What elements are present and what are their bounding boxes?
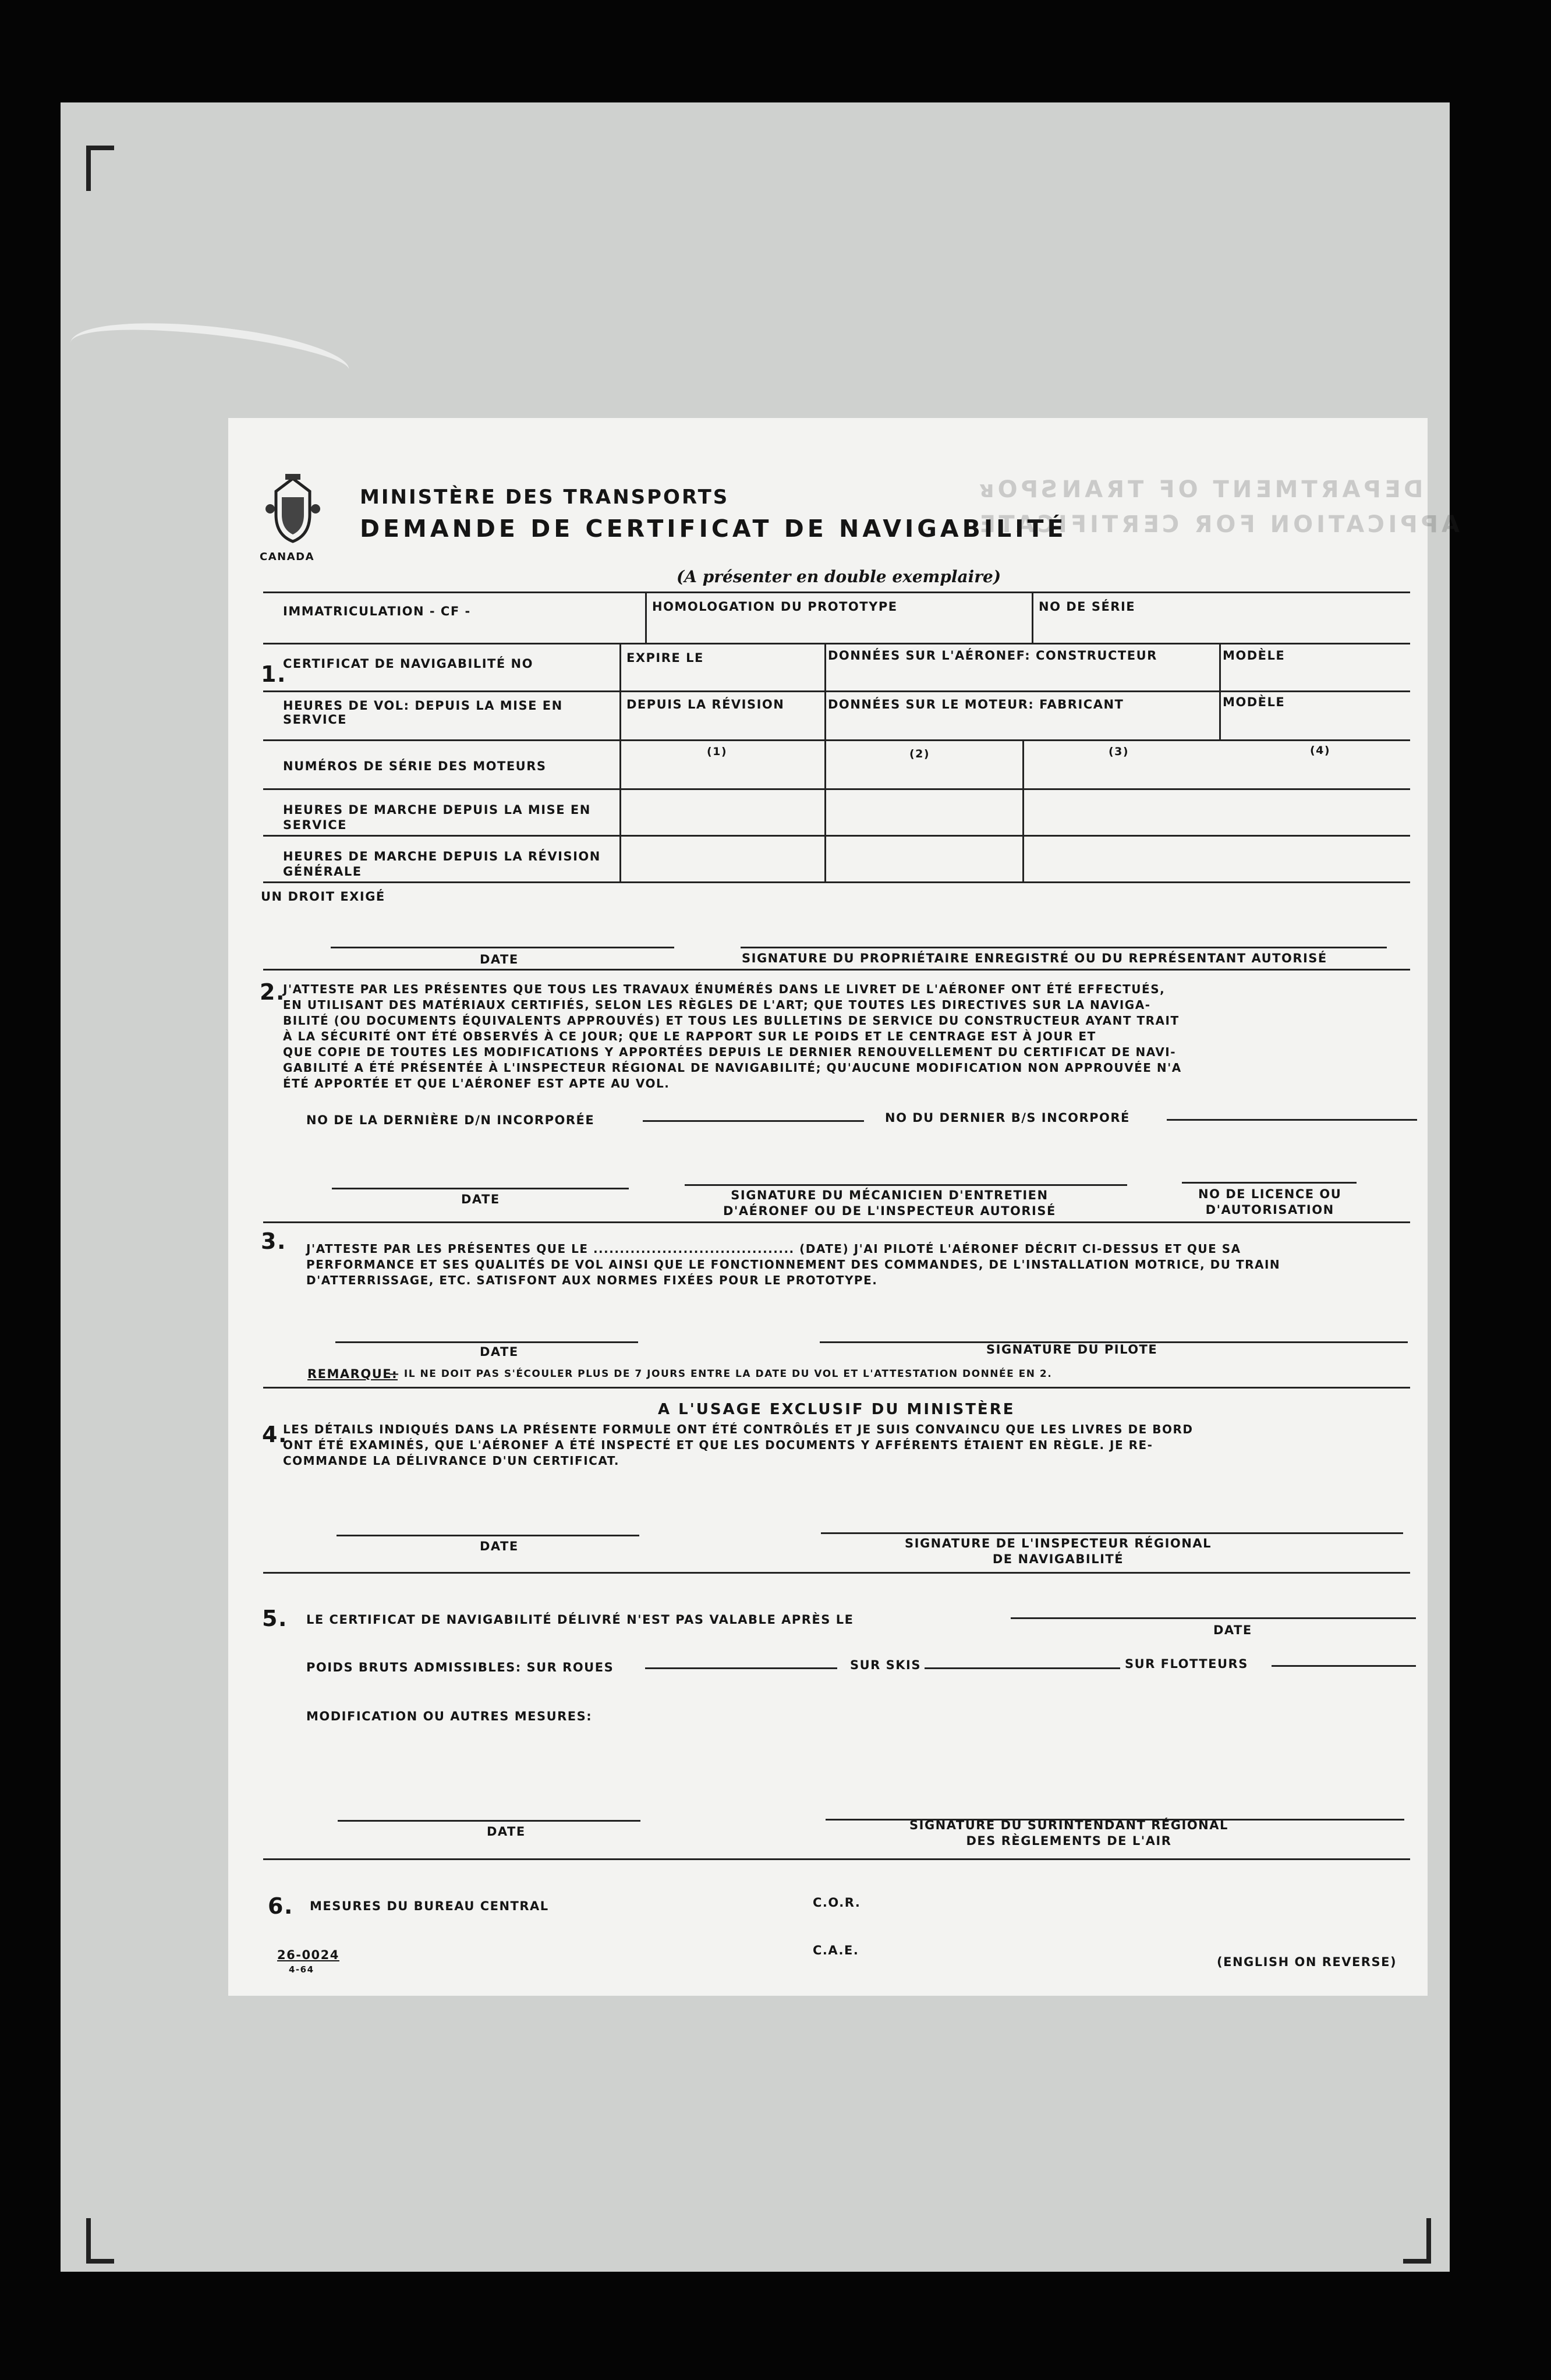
crop-mark-bottom-left (86, 2218, 114, 2264)
weights-label: POIDS BRUTS ADMISSIBLES: SUR ROUES (306, 1660, 614, 1674)
registration-label: IMMATRICULATION - CF - (283, 604, 471, 618)
remark-text: — IL NE DOIT PAS S'ÉCOULER PLUS DE 7 JOURS ENTRE LA DATE DU VOL ET L'ATTESTATION DONNÉE EN 2. (389, 1368, 1053, 1380)
floats-weight-field[interactable] (1272, 1665, 1416, 1667)
fee-label: UN DROIT EXIGÉ (261, 890, 385, 904)
ministry-use-heading: A L'USAGE EXCLUSIF DU MINISTÈRE (658, 1401, 1015, 1418)
country-label: CANADA (260, 551, 315, 563)
date-label-3: DATE (480, 1345, 519, 1359)
crop-mark-bottom-right (1403, 2218, 1431, 2264)
mechanic-signature-label: SIGNATURE DU MÉCANICIEN D'ENTRETIEN D'AÉRONEF OU DE L'INSPECTEUR AUTORISÉ (723, 1188, 1056, 1218)
skis-weight-field[interactable] (925, 1667, 1120, 1669)
last-bs-label: NO DU DERNIER B/S INCORPORÉ (885, 1111, 1130, 1125)
section-rule (263, 1387, 1410, 1389)
aircraft-data-label: DONNÉES SUR L'AÉRONEF: CONSTRUCTEUR (828, 649, 1157, 663)
last-dn-field[interactable] (643, 1120, 864, 1122)
cert-no-label: CERTIFICAT DE NAVIGABILITÉ NO (283, 657, 533, 671)
section-2-attestation: J'ATTESTE PAR LES PRÉSENTES QUE TOUS LES TRAVAUX ÉNUMÉRÉS DANS LE LIVRET DE L'AÉRONEF ONT ÉTÉ EFFECTUÉS, EN UTILISANT DES MATÉRIAUX CERTIFIÉS, SELON LES RÈGLES DE L'ART; QUE TOUTES LES DIRECTIVES SUR LA NAVIGA- BILITÉ (OU DOCUMENTS ÉQUIVALENTS APPROUVÉS) ET TOUS LES BULLETINS DE SERVICE DU CONSTRUCTEUR AYANT TRAIT À LA SÉCURITÉ ONT ÉTÉ OBSERVÉS À CE JOUR; QUE LE RAPPORT SUR LE POIDS ET LE CENTRAGE EST À JOUR ET QUE COPIE DE TOUTES LES MODIFICATIONS Y APPORTÉES DEPUIS LE DERNIER RENOUVELLEMENT DU CERTIFICAT DE NAVI- GABILITÉ A ÉTÉ PRÉSENTÉE À L'INSPECTEUR RÉGIONAL DE NAVIGABILITÉ; QU'AUCUNE MODIFICATION NON APPROUVÉE N'A ÉTÉ APPORTÉE ET QUE L'AÉRONEF EST APTE AU VOL. (283, 982, 1182, 1090)
bleed-through-text: ᴚΟꟼƧИAЯT ꟻO TИƎMTЯAꟼƎᗡ (979, 476, 1427, 503)
date-line-3[interactable] (335, 1341, 638, 1343)
inspector-signature-label: SIGNATURE DE L'INSPECTEUR RÉGIONAL DE NAVIGABILITÉ (905, 1536, 1212, 1566)
table-rule (645, 592, 647, 643)
section-2-number: 2. (260, 979, 285, 1005)
table-rule (263, 835, 1410, 837)
table-rule (1032, 592, 1033, 643)
form-subtitle: (A présenter en double exemplaire) (677, 567, 1001, 586)
owner-signature-line[interactable] (741, 947, 1387, 948)
wheels-weight-field[interactable] (645, 1667, 837, 1669)
table-rule (263, 881, 1410, 883)
validity-label: LE CERTIFICAT DE NAVIGABILITÉ DÉLIVRÉ N'EST PAS VALABLE APRÈS LE (306, 1613, 854, 1627)
table-rule (263, 592, 1410, 593)
last-dn-label: NO DE LA DERNIÈRE D/N INCORPORÉE (306, 1113, 595, 1127)
since-overhaul-label: DEPUIS LA RÉVISION (626, 697, 785, 711)
cae-label: C.A.E. (813, 1943, 859, 1957)
form-sheet (228, 418, 1463, 1996)
canada-crest-icon (264, 474, 321, 544)
run-hours-overhaul-label: HEURES DE MARCHE DEPUIS LA RÉVISION GÉNÉRALE (283, 849, 601, 879)
form-number: 26-0024 (277, 1948, 339, 1962)
ministry-title: MINISTÈRE DES TRANSPORTS (360, 486, 730, 509)
head-office-label: MESURES DU BUREAU CENTRAL (310, 1899, 549, 1913)
model-label-1: MODÈLE (1223, 649, 1286, 663)
table-rule (263, 788, 1410, 790)
date-line-4[interactable] (337, 1535, 639, 1536)
table-rule (263, 739, 1410, 741)
owner-signature-label: SIGNATURE DU PROPRIÉTAIRE ENREGISTRÉ OU DU REPRÉSENTANT AUTORISÉ (742, 951, 1327, 965)
last-bs-field[interactable] (1167, 1119, 1417, 1121)
form-title: DEMANDE DE CERTIFICAT DE NAVIGABILITÉ (360, 515, 1067, 543)
section-3-number: 3. (261, 1228, 286, 1254)
modification-label: MODIFICATION OU AUTRES MESURES: (306, 1709, 593, 1723)
serial-no-label: NO DE SÉRIE (1039, 600, 1136, 614)
date-label-5: DATE (487, 1825, 526, 1839)
table-rule (1022, 739, 1024, 883)
run-hours-service-label: HEURES DE MARCHE DEPUIS LA MISE EN SERVICE (283, 803, 591, 832)
licence-line[interactable] (1182, 1182, 1357, 1184)
engine-data-label: DONNÉES SUR LE MOTEUR: FABRICANT (828, 697, 1124, 711)
table-rule (263, 643, 1410, 644)
table-rule (619, 643, 621, 883)
validity-date-field[interactable] (1011, 1617, 1416, 1619)
mechanic-signature-line[interactable] (685, 1184, 1127, 1186)
section-3-attestation: J'ATTESTE PAR LES PRÉSENTES QUE LE ...................................... (DATE) J'AI PILOTÉ L'AÉRONEF DÉCRIT CI-DESSUS ET QUE SA PERFORMANCE ET SES QUALITÉS DE VOL AINSI QUE LE FONCTIONNEMENT DES COMMANDES, DE L'INSTALLATION MOTRICE, DU TRAIN D'ATTERRISSAGE, ETC. SATISFONT AUX NORMES FIXÉES POUR LE PROTOTYPE. (306, 1242, 1281, 1287)
form-edition: 4-64 (289, 1964, 314, 1975)
date-label-4: DATE (480, 1539, 519, 1553)
engine-col-2: (2) (909, 748, 930, 760)
bleed-through-text: ƎTAƆIꟻITЯƎƆ ЯOꟻ ИOITAƆIꟼꟼA (979, 511, 1463, 538)
section-4-number: 4. (262, 1422, 288, 1447)
table-rule (263, 690, 1410, 692)
floats-label: SUR FLOTTEURS (1125, 1657, 1248, 1671)
section-rule (263, 1858, 1410, 1860)
type-approval-label: HOMOLOGATION DU PROTOTYPE (652, 600, 898, 614)
inspector-signature-line[interactable] (821, 1532, 1403, 1534)
date-line-1[interactable] (331, 947, 674, 948)
pilot-signature-label: SIGNATURE DU PILOTE (986, 1343, 1158, 1357)
cor-label: C.O.R. (813, 1896, 861, 1910)
superintendent-signature-label: SIGNATURE DU SURINTENDANT RÉGIONAL DES RÈGLEMENTS DE L'AIR (909, 1818, 1228, 1848)
engine-col-1: (1) (707, 745, 728, 758)
engine-col-3: (3) (1109, 745, 1129, 758)
expires-label: EXPIRE LE (626, 651, 704, 665)
remark-label: REMARQUE: (307, 1367, 398, 1381)
licence-label: NO DE LICENCE OU D'AUTORISATION (1198, 1187, 1342, 1217)
crop-mark-top-left (86, 146, 114, 191)
flight-hours-label: HEURES DE VOL: DEPUIS LA MISE EN SERVICE (283, 699, 563, 727)
date-label-2: DATE (461, 1192, 500, 1206)
engine-col-4: (4) (1310, 744, 1331, 757)
skis-label: SUR SKIS (850, 1658, 921, 1672)
section-rule (263, 1572, 1410, 1574)
date-label-1: DATE (480, 952, 519, 966)
date-line-2[interactable] (332, 1188, 629, 1189)
section-4-text: LES DÉTAILS INDIQUÉS DANS LA PRÉSENTE FORMULE ONT ÉTÉ CONTRÔLÉS ET JE SUIS CONVAINCU QUE LES LIVRES DE BORD ONT ÉTÉ EXAMINÉS, QUE L'AÉRONEF A ÉTÉ INSPECTÉ ET QUE LES DOCUMENTS Y AFFÉRENTS ÉTAIENT EN RÈGLE. JE RE- COMMANDE LA DÉLIVRANCE D'UN CERTIFICAT. (283, 1422, 1194, 1468)
section-rule (263, 1221, 1410, 1223)
section-1-number: 1. (261, 661, 286, 687)
engine-serials-label: NUMÉROS DE SÉRIE DES MOTEURS (283, 759, 547, 773)
section-5-number: 5. (262, 1606, 288, 1631)
date-line-5[interactable] (338, 1820, 640, 1822)
section-rule (263, 969, 1410, 971)
section-6-number: 6. (268, 1893, 293, 1919)
model-label-2: MODÈLE (1223, 695, 1286, 709)
table-rule (824, 643, 826, 883)
validity-date-label: DATE (1213, 1623, 1252, 1637)
english-on-reverse: (ENGLISH ON REVERSE) (1217, 1955, 1397, 1969)
